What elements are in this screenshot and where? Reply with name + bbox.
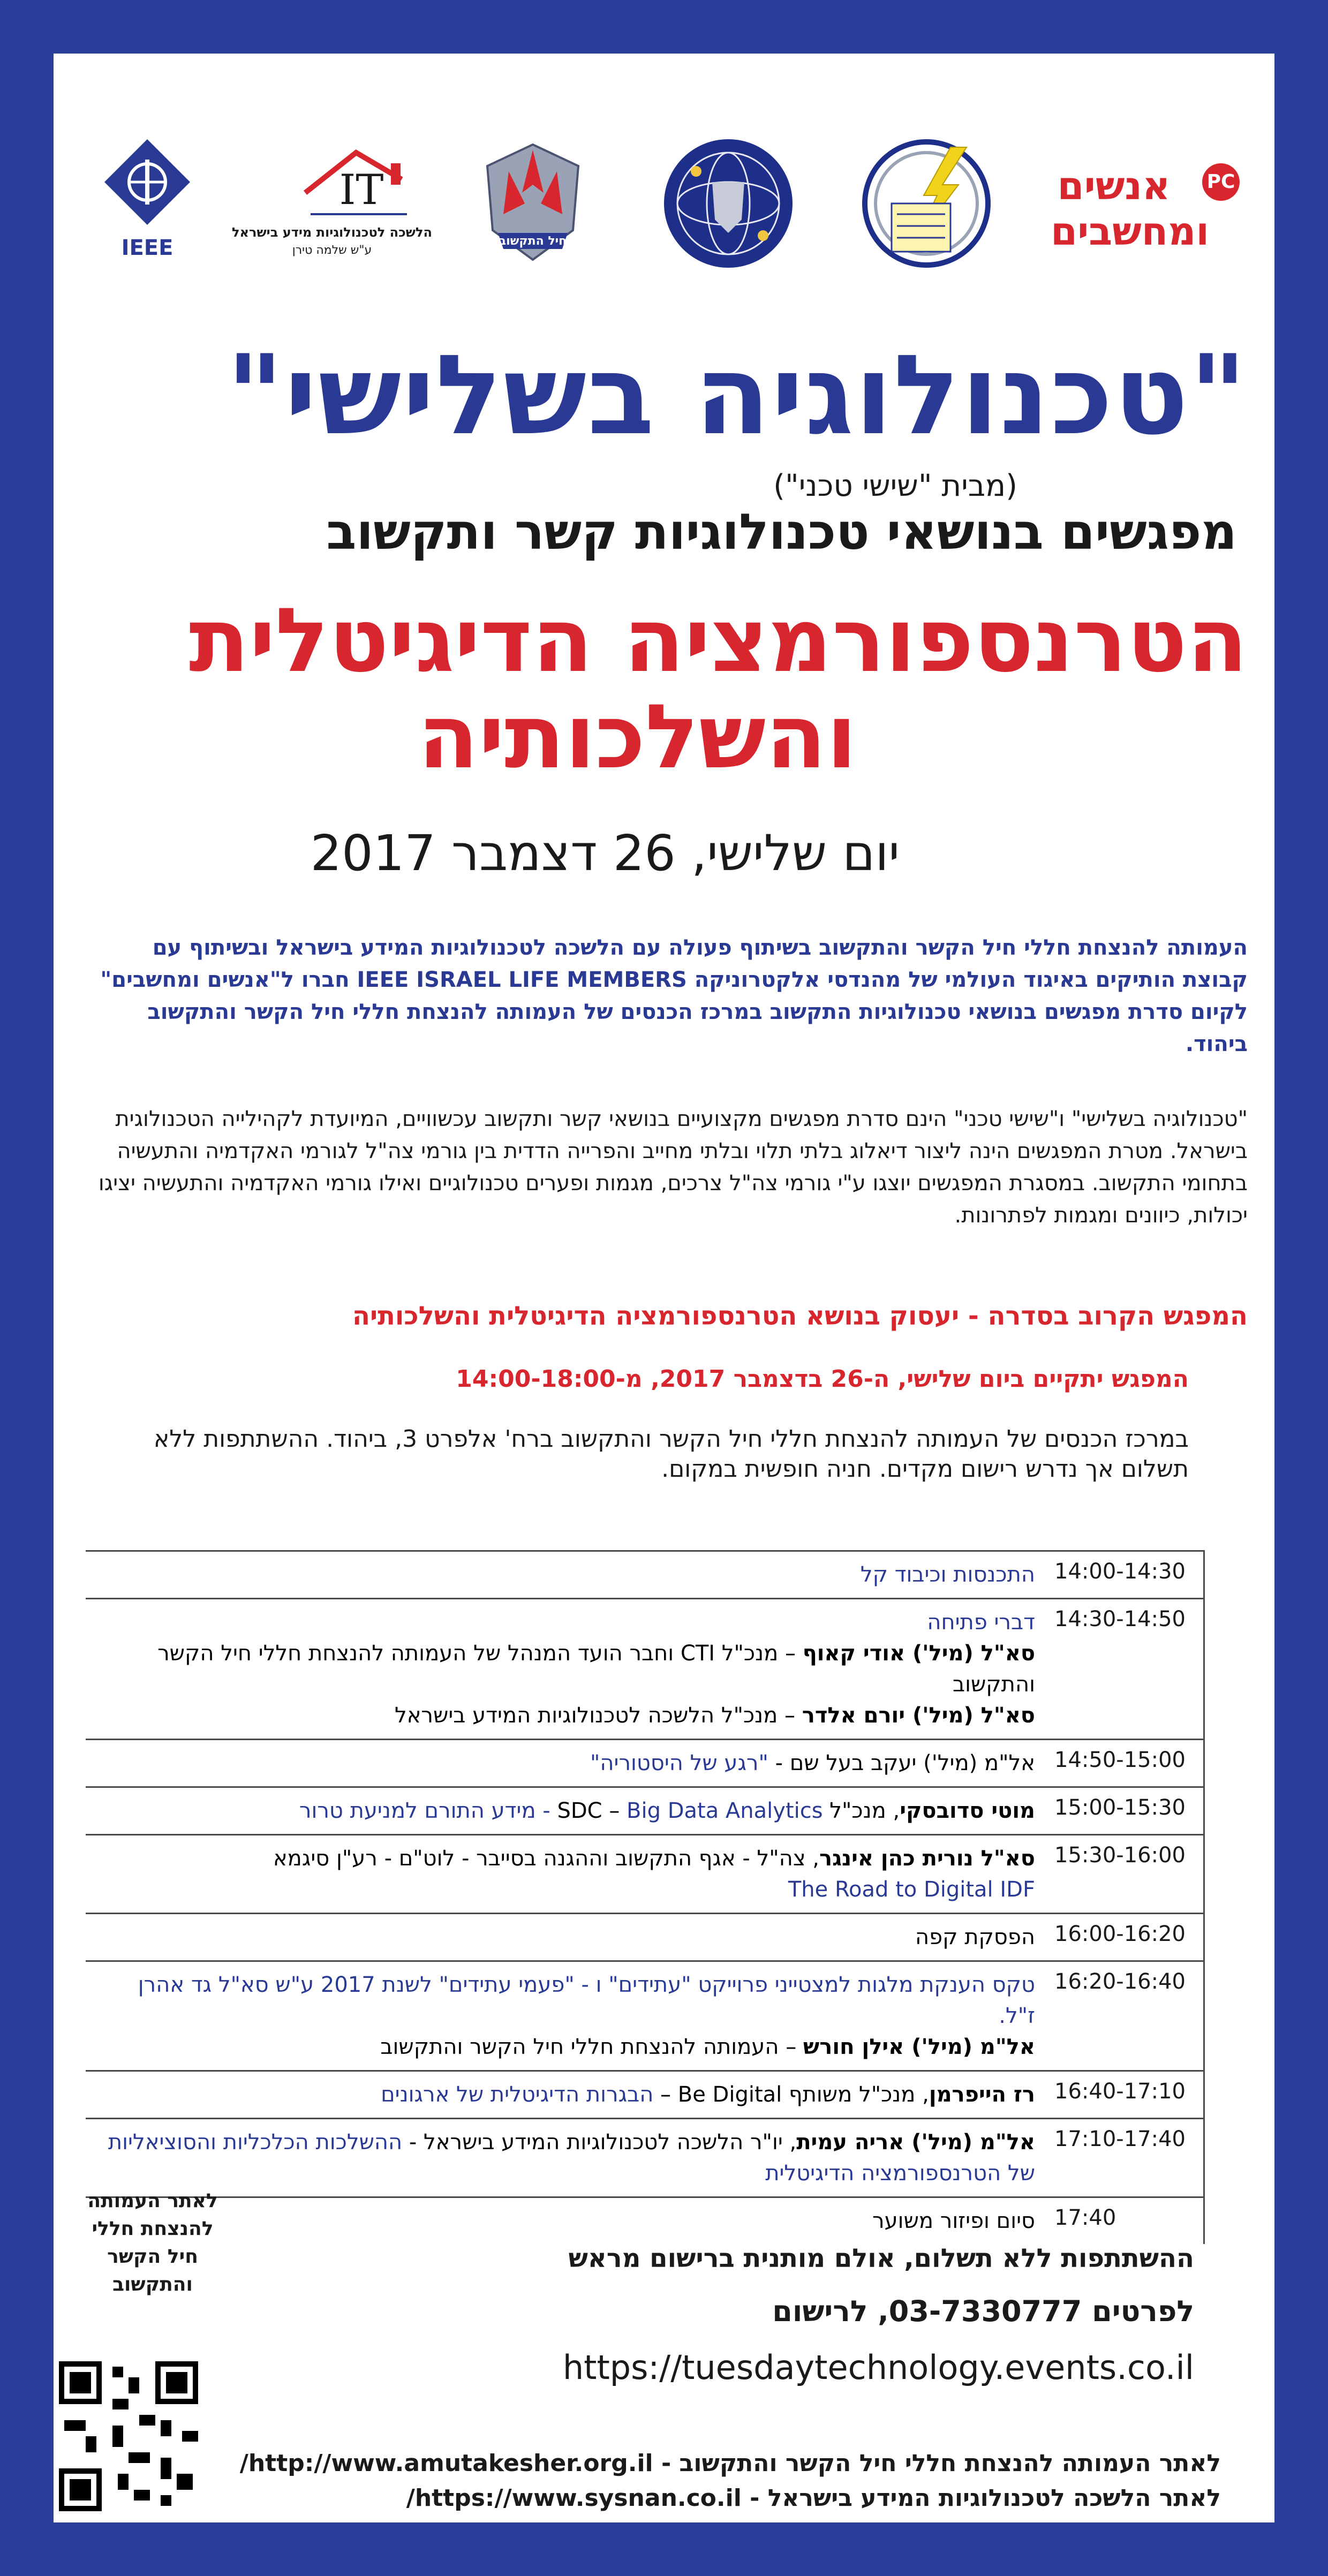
- event-date: יום שלישי, 26 דצמבר 2017: [310, 825, 900, 882]
- corps-caption: חיל התקשוב: [499, 235, 567, 248]
- it-mark: IT: [339, 166, 384, 214]
- speaker-name: מוטי סדובסקי: [900, 1799, 1035, 1823]
- talk-title: Big Data Analytics - מידע התורם למניעת טרור: [299, 1799, 823, 1823]
- about-paragraph: "טכנולוגיה בשלישי" ו"שישי טכני" הינם סדרת מפגשים מקצועיים בנושאי קשר ותקשוב עכשוויים, המיועדת לקהילייה הטכנולוגית בישראל. מטרת המפגשים הינה ליצור דיאלוג בלתי תלוי ובלתי מחייב והפרייה הדדית בין גורמי צה"ל לגורמי האקדמיה והתעשיה בתחומי התקשוב. במסגרת המפגשים יוצגו ע"י גורמי צה"ל צרכים, מגמות ופערים טכנולוגיים ואילו גורמי האקדמיה והתעשיה יציגו יכולות, כיוונים ומגמות לפתרונות.: [98, 1107, 1248, 1228]
- schedule-description: [86, 2119, 1045, 2197]
- schedule-time: 14:50-15:00: [1045, 1740, 1204, 1787]
- it-subcaption: ע"ש שלמה טירן: [292, 244, 372, 257]
- schedule-row: [86, 1961, 1204, 2071]
- schedule-row: [86, 1551, 1204, 1599]
- schedule-table: [86, 1550, 1205, 2244]
- schedule-text: The Road to Digital IDF: [788, 1877, 1035, 1902]
- veterans-logo: [857, 134, 996, 273]
- it-chamber-website-link[interactable]: לאתר הלשכה לטכנולוגיות המידע בישראל - https://www.sysnan.co.il/: [406, 2484, 1221, 2512]
- speaker-name: סא"ל נורית כהן אינגר: [819, 1846, 1035, 1871]
- association-website-link[interactable]: לאתר העמותה להנצחת חללי חיל הקשר והתקשוב - http://www.amutakesher.org.il/: [239, 2450, 1221, 2477]
- schedule-row: [86, 1787, 1204, 1835]
- schedule-line: [95, 1748, 1035, 1779]
- schedule-time: 14:30-14:50: [1045, 1599, 1204, 1740]
- session-headline-line2: והשלכותיה: [418, 685, 857, 788]
- schedule-row: [86, 1599, 1204, 1740]
- schedule-text: התכנסות וכיבוד קל: [860, 1562, 1035, 1587]
- schedule-row: [86, 2071, 1204, 2119]
- flyer-page: [54, 54, 1274, 2522]
- it-chamber-logo: [230, 134, 434, 262]
- schedule-line: [95, 2205, 1035, 2237]
- registration-note: ההשתתפות ללא תשלום, אולם מותנית ברישום מראש: [568, 2243, 1194, 2273]
- memorial-association-logo: [659, 134, 798, 273]
- event-series-title: "טכנולוגיה בשלישי": [226, 332, 1248, 459]
- registration-phone: לפרטים 03-7330777, לרישום: [772, 2294, 1194, 2328]
- speaker-name: סא"ל (מיל') יורם אלדר: [802, 1703, 1035, 1728]
- corps-shield-icon: [466, 134, 600, 273]
- people-and-computers-logo: [1028, 134, 1242, 262]
- schedule-text: סיום ופיזור משוער: [872, 2209, 1035, 2233]
- schedule-time: 14:00-14:30: [1045, 1551, 1204, 1599]
- schedule-description: [86, 2071, 1045, 2119]
- it-caption: הלשכה לטכנולוגיות מידע בישראל: [232, 225, 432, 240]
- schedule-line: [95, 2079, 1035, 2110]
- schedule-line: [95, 1922, 1035, 1953]
- pc-label-top: אנשים: [1057, 163, 1171, 208]
- pc-label-bottom: ומחשבים: [1050, 209, 1210, 254]
- speaker-name: אל"מ (מיל') אריה עמית: [796, 2130, 1035, 2155]
- schedule-time: 16:40-17:10: [1045, 2071, 1204, 2119]
- registration-link[interactable]: https://tuesdaytechnology.events.co.il: [562, 2348, 1194, 2387]
- schedule-line: [95, 1607, 1035, 1638]
- qr-caption: לאתר העמותה להנצחת חללי חיל הקשר והתקשוב: [87, 2190, 218, 2295]
- talk-title: ההשלכות הכלכליות והסוציאליות של הטרנספורמציה הדיגיטלית: [108, 2130, 1035, 2186]
- schedule-line: [95, 1559, 1035, 1590]
- schedule-line: [95, 1795, 1035, 1826]
- schedule-description: [86, 1787, 1045, 1835]
- schedule-text: – מנכ"ל CTI וחבר הועד המנהל של העמותה להנצחת חללי חיל הקשר והתקשוב: [157, 1641, 1035, 1697]
- intro-paragraph: העמותה להנצחת חללי חיל הקשר והתקשוב בשיתוף פעולה עם הלשכה לטכנולוגיות המידע בישראל ובשיתוף עם קבוצת הותיקים באיגוד העולמי של מהנדסי אלקטרוניקה IEEE ISRAEL LIFE MEMBERS חברו ל"אנשים ומחשבים" לקיום סדרת מפגשים בנושאי טכנולוגיות התקשוב במרכז הכנסים של העמותה להנצחת חללי חיל הקשר והתקשוב ביהוד.: [100, 935, 1248, 1056]
- schedule-time: 15:00-15:30: [1045, 1787, 1204, 1835]
- schedule-text: , מנכ"ל משותף Be Digital –: [653, 2082, 929, 2107]
- talk-title: "רגע של היסטוריה": [590, 1751, 768, 1776]
- session-headline-line1: הטרנספורמציה הדיגיטלית: [188, 589, 1248, 692]
- schedule-text: – העמותה להנצחת חללי חיל הקשר והתקשוב: [380, 2035, 803, 2059]
- meeting-where: במרכז הכנסים של העמותה להנצחת חללי חיל הקשר והתקשוב ברח' אלפרט 3, ביהוד. ההשתתפות ללא תשלום אך נדרש רישום מקדים. חניה חופשית במקום.: [153, 1425, 1189, 1483]
- schedule-text: , מנכ"ל SDC –: [557, 1799, 900, 1823]
- next-meeting-heading: המפגש הקרוב בסדרה - יעסוק בנושא הטרנספורמציה הדיגיטלית והשלכותיה: [352, 1301, 1248, 1331]
- schedule-description: [86, 1599, 1045, 1740]
- schedule-row: [86, 1835, 1204, 1914]
- schedule-text: אל"מ (מיל') יעקב בעל שם -: [768, 1751, 1035, 1776]
- schedule-row: [86, 2197, 1204, 2245]
- speaker-name: אל"מ (מיל') אילן חורש: [803, 2035, 1035, 2059]
- meeting-when: המפגש יתקיים ביום שלישי, ה-26 בדצמבר 2017, מ-14:00-18:00: [456, 1365, 1189, 1393]
- schedule-text: הפסקת קפה: [915, 1925, 1035, 1950]
- schedule-time: 17:10-17:40: [1045, 2119, 1204, 2197]
- schedule-description: [86, 1551, 1045, 1599]
- speaker-name: סא"ל (מיל') אודי קאוף: [802, 1641, 1035, 1666]
- schedule-description: [86, 1740, 1045, 1787]
- pc-badge: PC: [1202, 163, 1240, 201]
- schedule-text: דברי פתיחה: [927, 1610, 1035, 1635]
- schedule-row: [86, 2119, 1204, 2197]
- schedule-text: – מנכ"ל הלשכה לטכנולוגיות המידע בישראל: [394, 1703, 802, 1728]
- schedule-line: [95, 1969, 1035, 2031]
- schedule-time: 15:30-16:00: [1045, 1835, 1204, 1914]
- schedule-row: [86, 1914, 1204, 1961]
- schedule-time: 16:20-16:40: [1045, 1961, 1204, 2071]
- schedule-line: [95, 1874, 1035, 1905]
- schedule-description: [86, 1835, 1045, 1914]
- event-series-topics: מפגשים בנושאי טכנולוגיות קשר ותקשוב: [326, 503, 1237, 561]
- event-series-subtitle: (מבית "שישי טכני"): [773, 469, 1017, 503]
- schedule-time: 17:40: [1045, 2197, 1204, 2245]
- schedule-time: 16:00-16:20: [1045, 1914, 1204, 1961]
- schedule-description: [86, 1914, 1045, 1961]
- ieee-logo: [96, 134, 198, 262]
- signal-corps-logo: [466, 134, 600, 273]
- schedule-description: [86, 1961, 1045, 2071]
- schedule-description: [86, 2197, 1045, 2245]
- talk-title: הבגרות הדיגיטלית של ארגונים: [381, 2082, 654, 2107]
- schedule-text: , יו"ר הלשכה לטכנולוגיות המידע בישראל -: [402, 2130, 797, 2155]
- schedule-line: [95, 2127, 1035, 2189]
- speaker-name: רז הייפרמן: [929, 2082, 1035, 2107]
- schedule-line: [95, 2031, 1035, 2063]
- schedule-row: [86, 1740, 1204, 1787]
- schedule-text: , צה"ל - אגף התקשוב וההגנה בסייבר - לוט"ם - רע"ן סיגמא: [273, 1846, 819, 1871]
- lightning-circle-icon: [857, 134, 996, 273]
- schedule-line: [95, 1843, 1035, 1874]
- schedule-text: טקס הענקת מלגות למצטייני פרוייקט "עתידים" ו - "פעמי עתידים" לשנת 2017 ע"ש סא"ל גד אהרן ז"ל.: [138, 1973, 1035, 2028]
- globe-emblem-icon: [659, 134, 798, 273]
- schedule-line: [95, 1700, 1035, 1731]
- schedule-line: [95, 1638, 1035, 1700]
- ieee-label: IEEE: [121, 236, 173, 260]
